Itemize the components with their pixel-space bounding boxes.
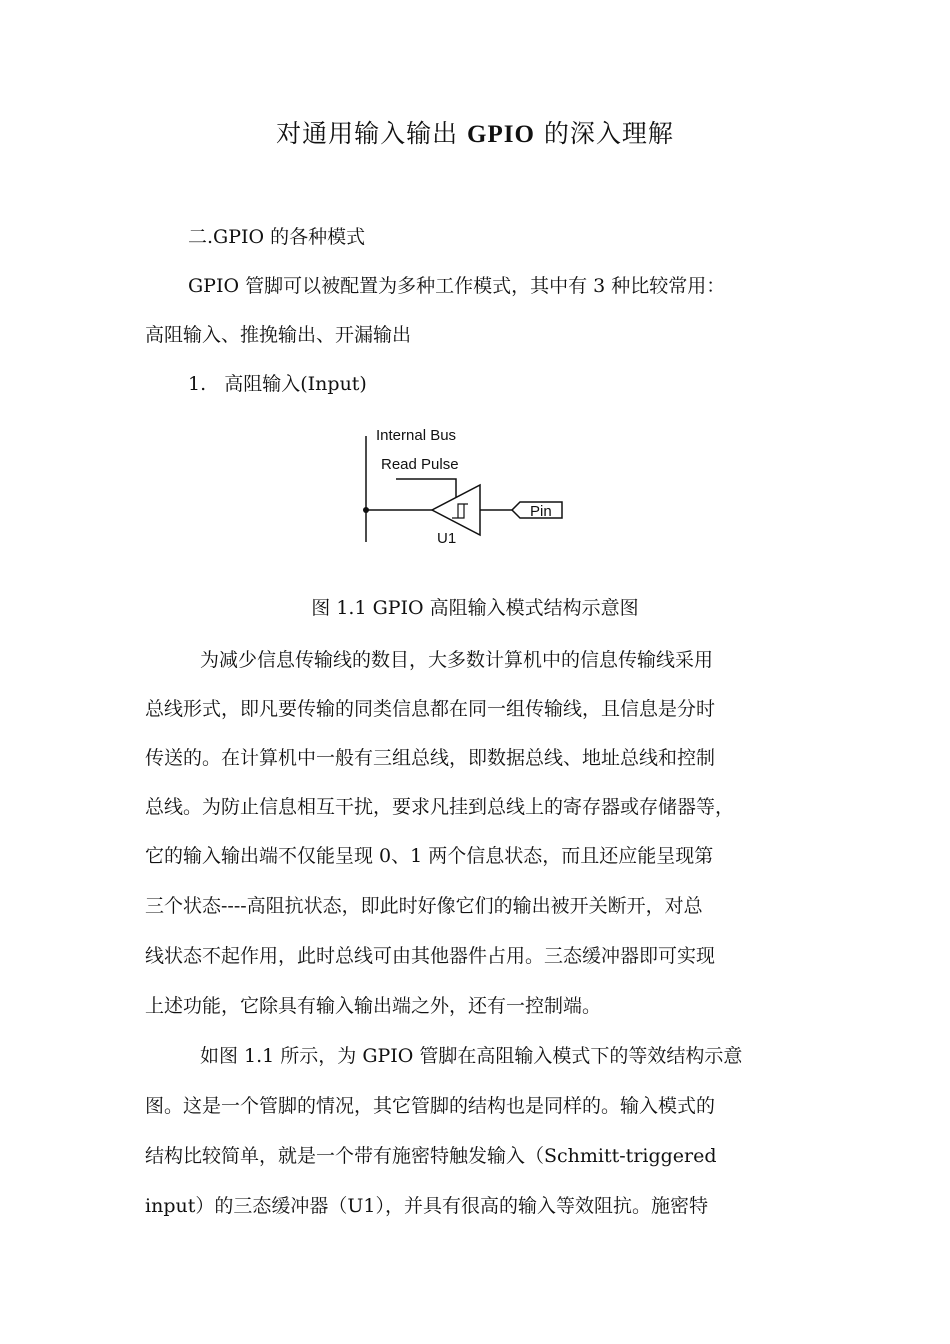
title-suffix: 的深入理解 — [534, 119, 674, 148]
para1-line-2: 总线形式，即凡要传输的同类信息都在同一组传输线，且信息是分时 — [145, 698, 716, 720]
para1-line-8: 上述功能，它除具有输入输出端之外，还有一控制端。 — [145, 995, 602, 1017]
para1-line-7: 线状态不起作用，此时总线可由其他器件占用。三态缓冲器即可实现 — [145, 945, 716, 967]
para1-line-5: 它的输入输出端不仅能呈现 0、1 两个信息状态，而且还应能呈现第 — [145, 845, 714, 867]
para1-line-3: 传送的。在计算机中一般有三组总线，即数据总线、地址总线和控制 — [145, 747, 716, 769]
list-item-1: 1. 高阻输入(Input) — [188, 373, 367, 395]
intro-line-2: 高阻输入、推挽输出、开漏输出 — [145, 324, 412, 346]
schmitt-trigger-symbol — [452, 504, 468, 518]
gpio-input-figure — [350, 422, 580, 552]
section-heading: 二.GPIO 的各种模式 — [188, 226, 366, 248]
para2-line-2: 图。这是一个管脚的情况，其它管脚的结构也是同样的。输入模式的 — [145, 1095, 716, 1117]
para1-line-4: 总线。为防止信息相互干扰，要求凡挂到总线上的寄存器或存储器等， — [145, 796, 735, 818]
label-u1: U1 — [437, 530, 457, 547]
intro-line-1: GPIO 管脚可以被配置为多种工作模式，其中有 3 种比较常用： — [188, 275, 726, 297]
para2-line-3: 结构比较简单，就是一个带有施密特触发输入（Schmitt-triggered — [145, 1145, 717, 1167]
para2-line-4: input）的三态缓冲器（U1），并具有很高的输入等效阻抗。施密特 — [145, 1195, 708, 1217]
para2-line-1: 如图 1.1 所示，为 GPIO 管脚在高阻输入模式下的等效结构示意 — [200, 1045, 743, 1067]
para1-line-6: 三个状态----高阻抗状态，即此时好像它们的输出被开关断开，对总 — [145, 895, 703, 917]
figure-caption: 图 1.1 GPIO 高阻输入模式结构示意图 — [311, 597, 639, 619]
document-title — [0, 114, 950, 150]
para1-line-1: 为减少信息传输线的数目，大多数计算机中的信息传输线采用 — [200, 649, 714, 671]
title-prefix: 对通用输入输出 — [276, 119, 468, 148]
label-read-pulse: Read Pulse — [381, 456, 459, 473]
title-gpio: GPIO — [467, 121, 535, 148]
read-pulse-line — [396, 479, 456, 497]
label-pin: Pin — [530, 503, 552, 520]
label-internal-bus: Internal Bus — [376, 427, 457, 444]
